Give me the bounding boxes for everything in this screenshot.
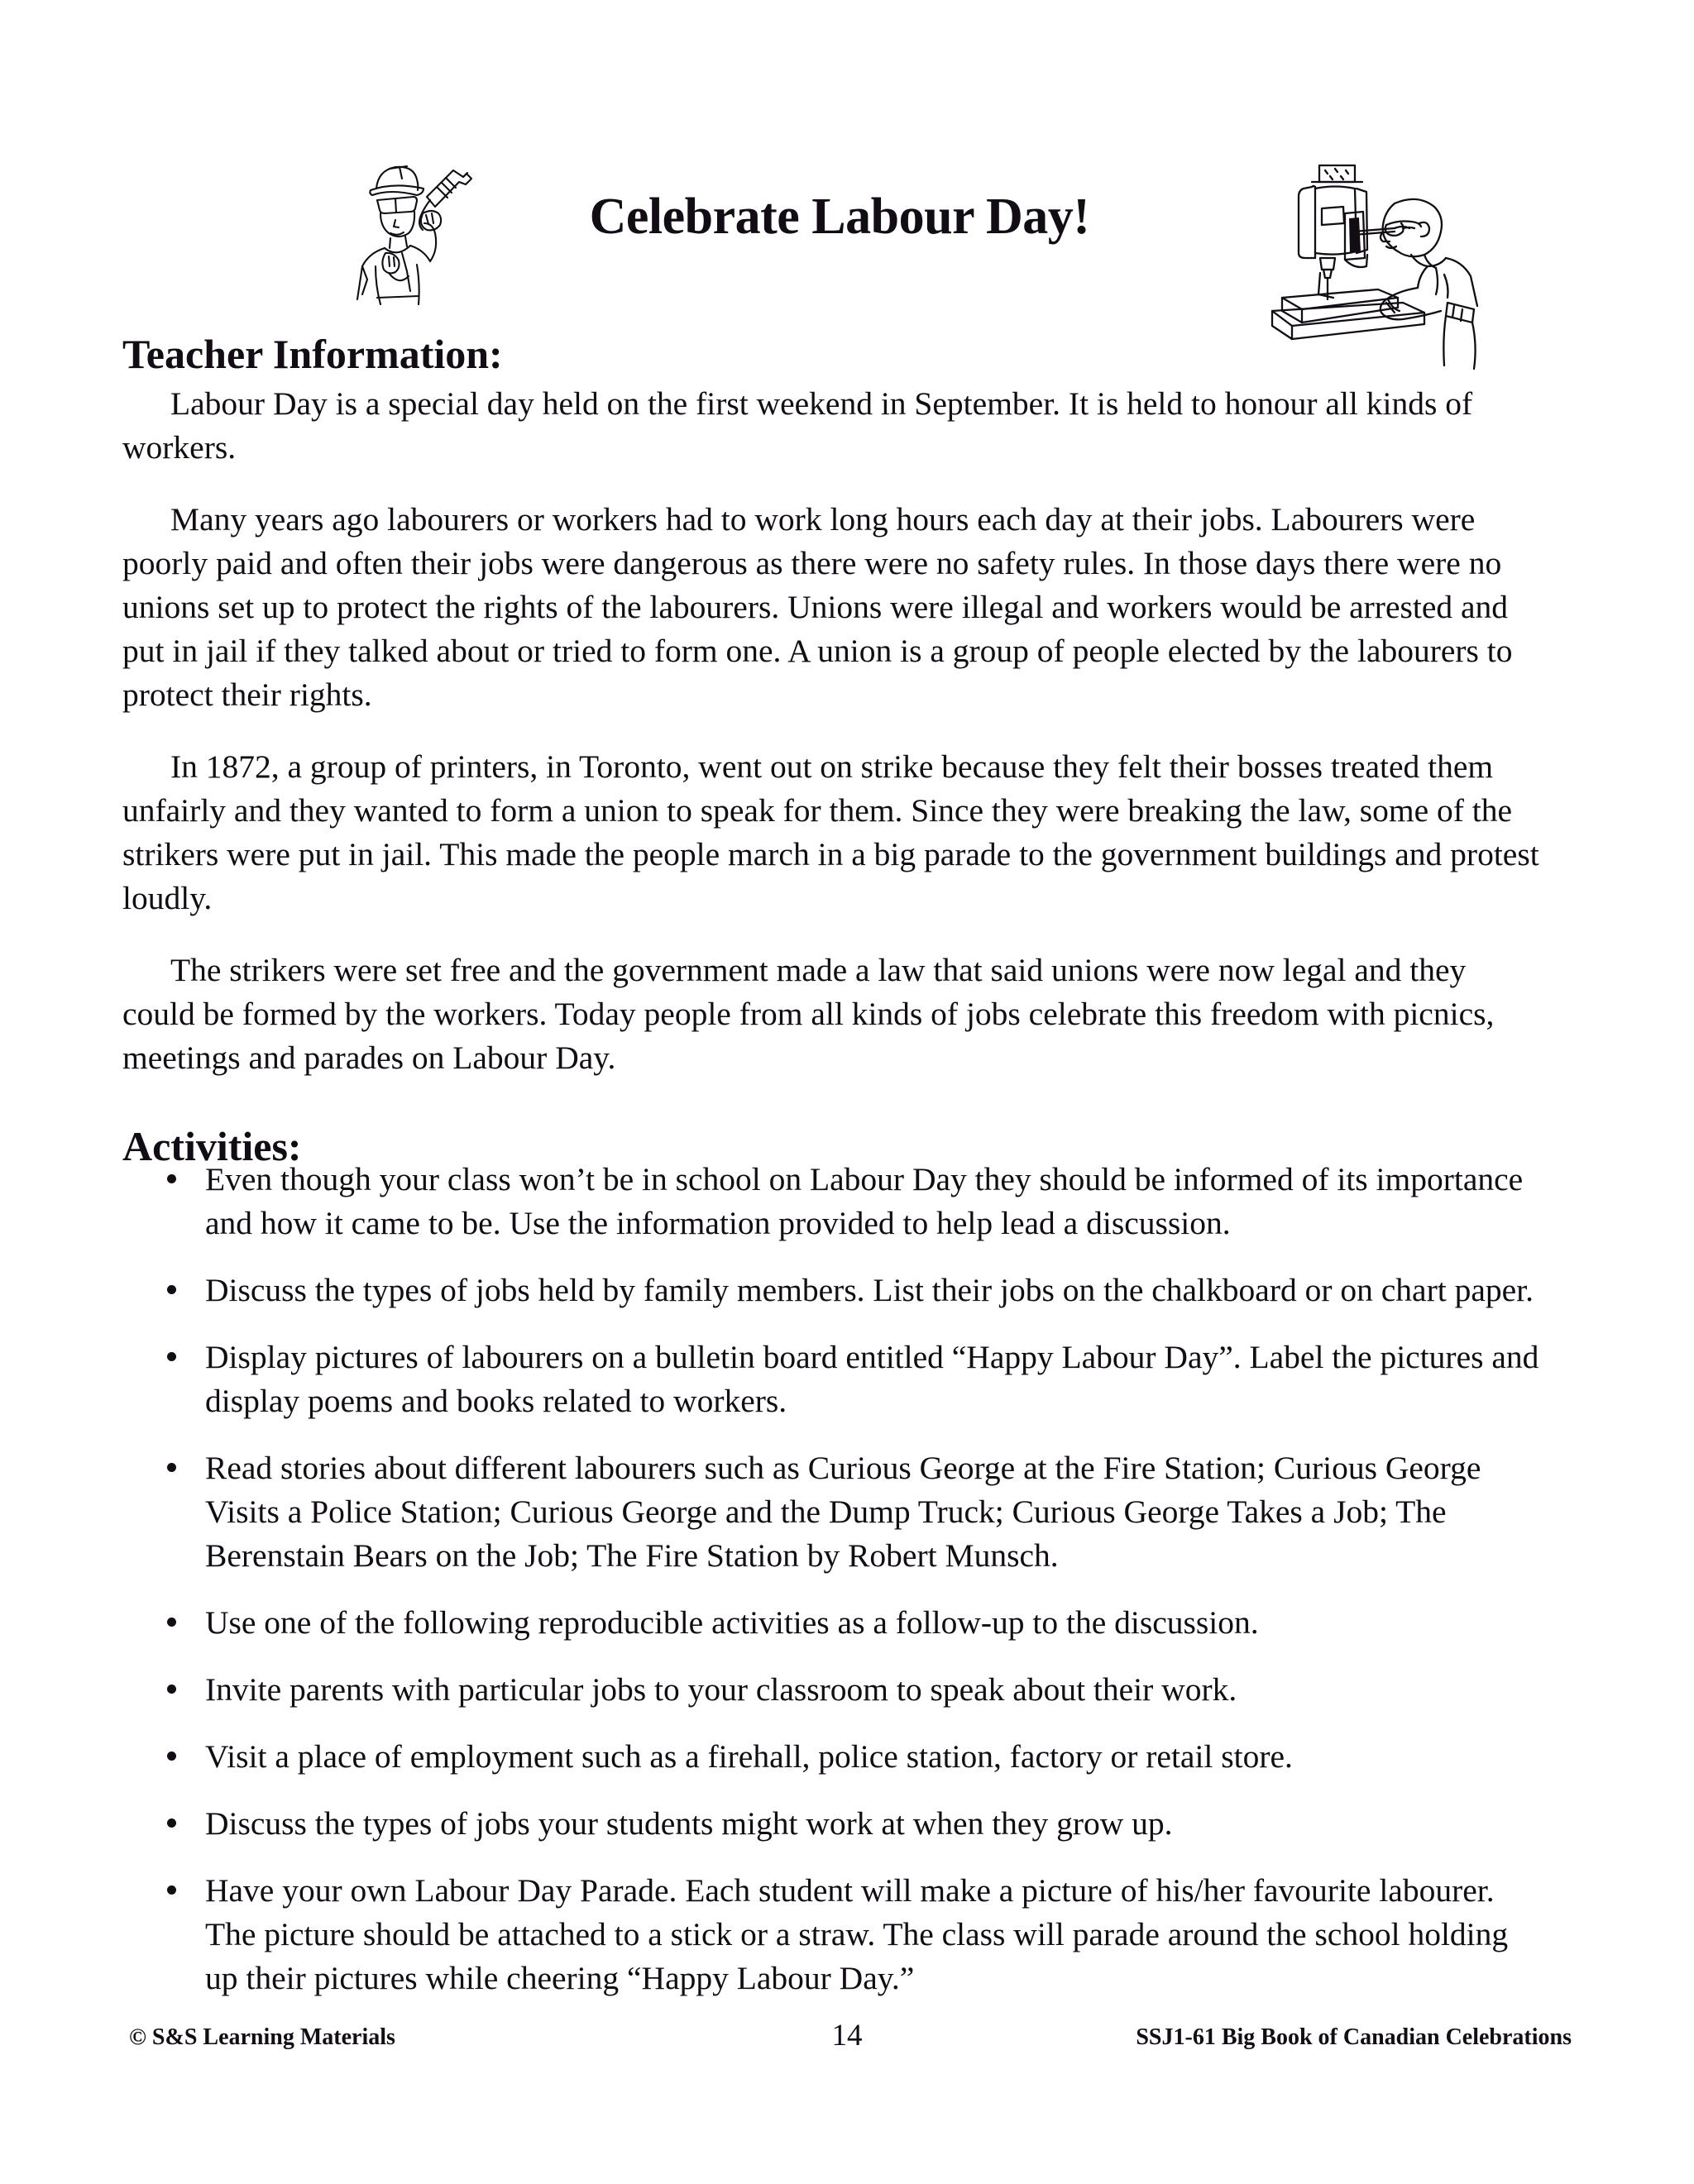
bullet-icon [167,1885,176,1895]
list-item [165,1668,1547,1712]
list-item [165,1446,1547,1578]
copyright-text: © S&S Learning Materials [129,2024,395,2050]
page-number: 14 [831,2019,863,2053]
bullet-icon [167,1352,176,1361]
list-item [165,1269,1547,1312]
bullet-icon [167,1752,176,1761]
paragraph: Many years ago labourers or workers had to work long hours each day at their jobs. Labourers were poorly paid and often their jobs were dangerous as there were no safety rules. In those days there were no unions set up to protect the rights of the labourers. Unions were illegal and workers would be arrested and put in jail if they talked about or tried to form one. A union is a group of people elected by the labourers to protect their rights. [122,501,1513,713]
page-header [0,83,1694,298]
teacher-information-body [122,382,1543,1080]
drill-press-operator-icon [1232,149,1481,372]
activities-list [165,1158,1547,2000]
worker-with-drill-icon [337,141,486,306]
activities-heading: Activities: [122,1122,302,1169]
bullet-icon [167,1285,176,1294]
list-item-text: Read stories about different labourers such as Curious George at the Fire Station; Curious George Visits a Police Station; Curious George and the Dump Truck; Curious George Takes a Job; The Berenstain Bears on the Job; The Fire Station by Robert Munsch. [205,1450,1481,1574]
book-reference: SSJ1-61 Big Book of Canadian Celebrations [1136,2024,1572,2050]
paragraph: The strikers were set free and the government made a law that said unions were now legal and they could be formed by the workers. Today people from all kinds of jobs celebrate this freedom with picnics, meetings and parades on Labour Day. [122,952,1495,1076]
list-item-text: Use one of the following reproducible activities as a follow-up to the discussion. [205,1604,1259,1641]
list-item [165,1158,1547,1245]
list-item [165,1802,1547,1846]
list-item-text: Have your own Labour Day Parade. Each student will make a picture of his/her favourite labourer. The picture should be attached to a stick or a straw. The class will parade around the school holding up their pictures while cheering “Happy Labour Day.” [205,1872,1509,1996]
list-item-text: Discuss the types of jobs held by family members. List their jobs on the chalkboard or on chart paper. [205,1272,1534,1308]
paragraph: Labour Day is a special day held on the first weekend in September. It is held to honour all kinds of workers. [122,385,1473,466]
paragraph: In 1872, a group of printers, in Toronto, went out on strike because they felt their bosses treated them unfairly and they wanted to form a union to speak for them. Since they were breaking the law, some of the strikers were put in jail. This made the people march in a big parade to the government buildings and protest loudly. [122,748,1539,916]
list-item [165,1735,1547,1779]
list-item-text: Discuss the types of jobs your students might work at when they grow up. [205,1805,1173,1842]
bullet-icon [167,1463,176,1472]
bullet-icon [167,1685,176,1694]
list-item-text: Visit a place of employment such as a firehall, police station, factory or retail store. [205,1738,1293,1775]
bullet-icon [167,1618,176,1627]
page-title: Celebrate Labour Day! [589,188,1090,245]
bullet-icon [167,1174,176,1183]
list-item-text: Display pictures of labourers on a bulletin board entitled “Happy Labour Day”. Label the pictures and display poems and books related to workers. [205,1339,1539,1419]
list-item-text: Even though your class won’t be in school on Labour Day they should be informed of its importance and how it came to be. Use the information provided to help lead a discussion. [205,1161,1524,1241]
list-item-text: Invite parents with particular jobs to your classroom to speak about their work. [205,1671,1237,1708]
teacher-information-heading: Teacher Information: [122,330,503,377]
page-footer [0,2019,1694,2074]
bullet-icon [167,1818,176,1828]
list-item [165,1601,1547,1645]
list-item [165,1869,1547,2000]
list-item [165,1336,1547,1423]
